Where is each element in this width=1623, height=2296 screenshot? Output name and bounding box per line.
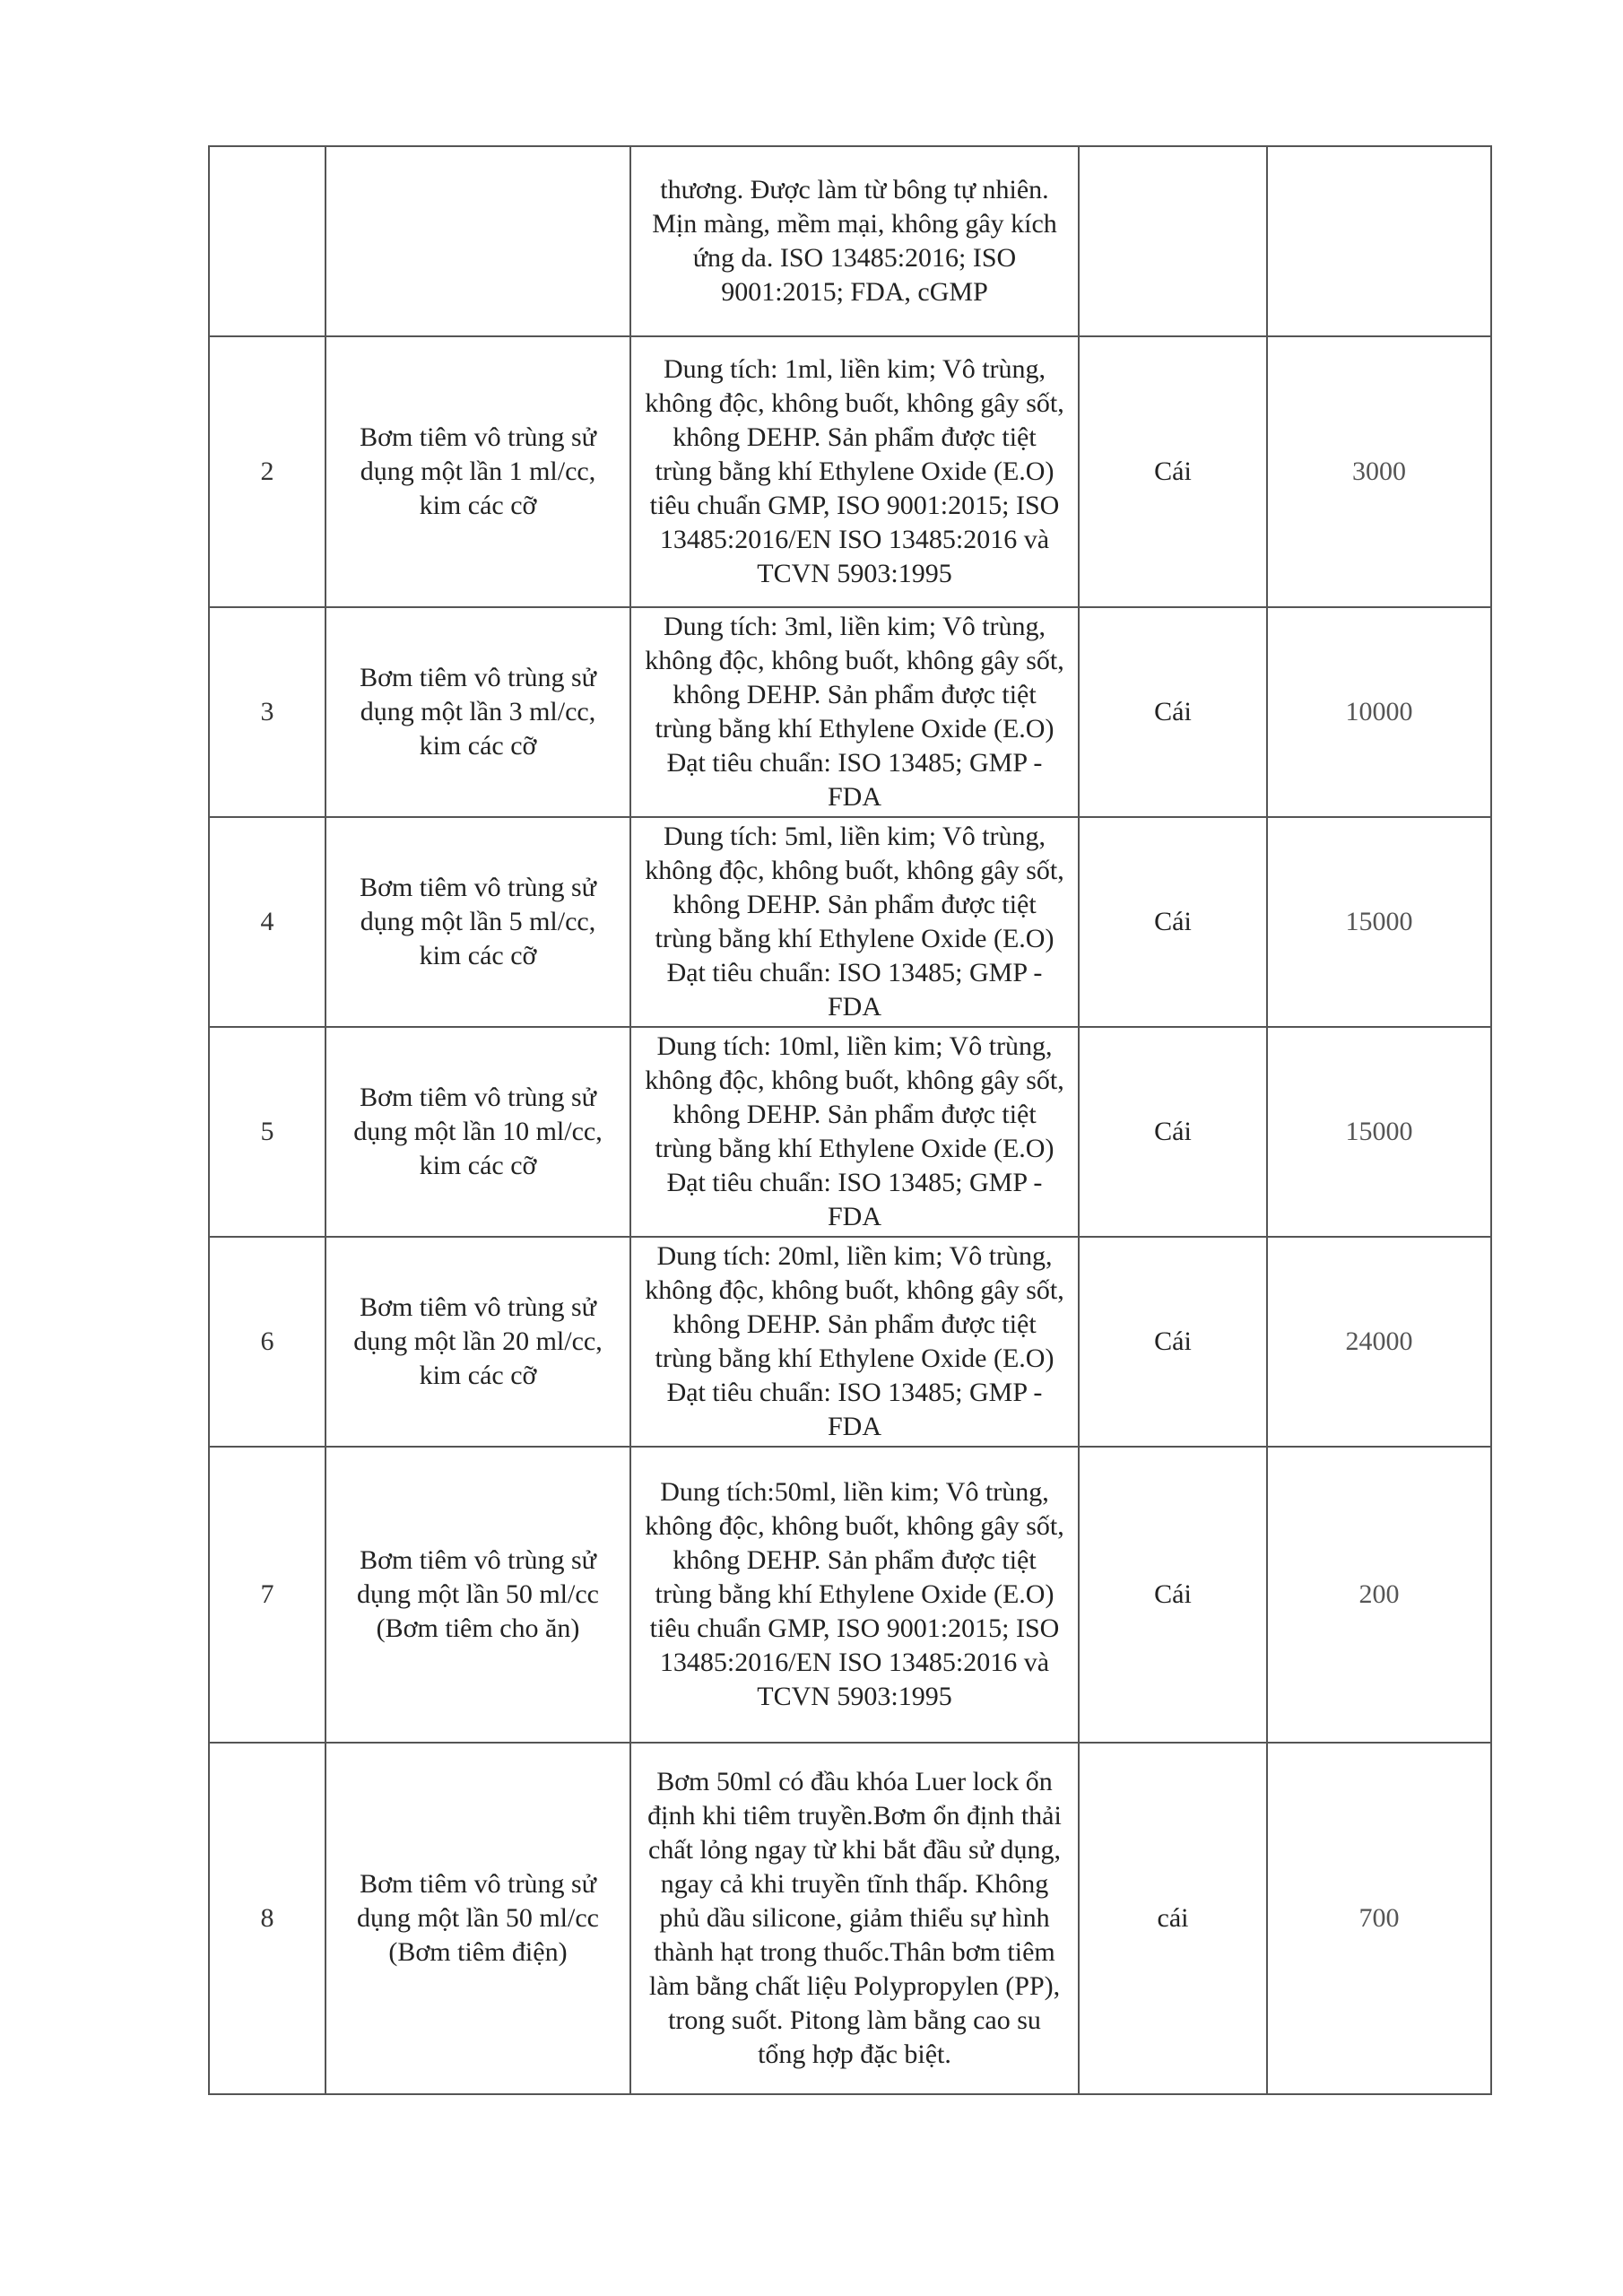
item-spec: Dung tích: 3ml, liền kim; Vô trùng, không độc, không buốt, không gây sốt, không DEHP. Sản phẩm được tiệt trùng bằng khí Ethylene Oxide (E.O) Đạt tiêu chuẩn: ISO 13485; GMP - FDA: [630, 607, 1079, 817]
item-unit: Cái: [1079, 1237, 1267, 1447]
item-quantity: 15000: [1267, 817, 1491, 1027]
table-row: [209, 336, 1491, 607]
item-quantity: 10000: [1267, 607, 1491, 817]
item-spec: thương. Được làm từ bông tự nhiên. Mịn màng, mềm mại, không gây kích ứng da. ISO 13485:2016; ISO 9001:2015; FDA, cGMP: [630, 146, 1079, 336]
item-quantity: 3000: [1267, 336, 1491, 607]
item-quantity: 15000: [1267, 1027, 1491, 1237]
item-unit: Cái: [1079, 1027, 1267, 1237]
table-row: [209, 607, 1491, 817]
item-unit: [1079, 146, 1267, 336]
row-number: [209, 146, 325, 336]
row-number: 5: [209, 1027, 325, 1237]
item-unit: Cái: [1079, 336, 1267, 607]
item-name: Bơm tiêm vô trùng sử dụng một lần 10 ml/cc, kim các cỡ: [325, 1027, 630, 1237]
row-number: 3: [209, 607, 325, 817]
item-spec: Dung tích: 5ml, liền kim; Vô trùng, không độc, không buốt, không gây sốt, không DEHP. Sản phẩm được tiệt trùng bằng khí Ethylene Oxide (E.O) Đạt tiêu chuẩn: ISO 13485; GMP - FDA: [630, 817, 1079, 1027]
item-spec: Bơm 50ml có đầu khóa Luer lock ổn định khi tiêm truyền.Bơm ổn định thải chất lỏng ngay từ khi bắt đầu sử dụng, ngay cả khi truyền tĩnh thấp. Không phủ dầu silicone, giảm thiểu sự hình thành hạt trong thuốc.Thân bơm tiêm làm bằng chất liệu Polypropylen (PP), trong suốt. Pitong làm bằng cao su tổng hợp đặc biệt.: [630, 1743, 1079, 2094]
table-row: [209, 1447, 1491, 1743]
item-unit: Cái: [1079, 607, 1267, 817]
row-number: 6: [209, 1237, 325, 1447]
item-name: Bơm tiêm vô trùng sử dụng một lần 5 ml/cc, kim các cỡ: [325, 817, 630, 1027]
table-row: [209, 1027, 1491, 1237]
table-row: [209, 817, 1491, 1027]
item-name: Bơm tiêm vô trùng sử dụng một lần 50 ml/cc (Bơm tiêm cho ăn): [325, 1447, 630, 1743]
item-quantity: 24000: [1267, 1237, 1491, 1447]
table-row: [209, 1743, 1491, 2094]
item-spec: Dung tích:50ml, liền kim; Vô trùng, không độc, không buốt, không gây sốt, không DEHP. Sản phẩm được tiệt trùng bằng khí Ethylene Oxide (E.O) tiêu chuẩn GMP, ISO 9001:2015; ISO 13485:2016/EN ISO 13485:2016 và TCVN 5903:1995: [630, 1447, 1079, 1743]
item-quantity: 700: [1267, 1743, 1491, 2094]
row-number: 8: [209, 1743, 325, 2094]
item-name: Bơm tiêm vô trùng sử dụng một lần 3 ml/cc, kim các cỡ: [325, 607, 630, 817]
item-quantity: [1267, 146, 1491, 336]
item-name: Bơm tiêm vô trùng sử dụng một lần 20 ml/cc, kim các cỡ: [325, 1237, 630, 1447]
row-number: 4: [209, 817, 325, 1027]
item-unit: cái: [1079, 1743, 1267, 2094]
item-spec: Dung tích: 1ml, liền kim; Vô trùng, không độc, không buốt, không gây sốt, không DEHP. Sản phẩm được tiệt trùng bằng khí Ethylene Oxide (E.O) tiêu chuẩn GMP, ISO 9001:2015; ISO 13485:2016/EN ISO 13485:2016 và TCVN 5903:1995: [630, 336, 1079, 607]
items-table: [208, 145, 1492, 2095]
table-row: [209, 146, 1491, 336]
item-unit: Cái: [1079, 1447, 1267, 1743]
row-number: 7: [209, 1447, 325, 1743]
item-quantity: 200: [1267, 1447, 1491, 1743]
table-row: [209, 1237, 1491, 1447]
row-number: 2: [209, 336, 325, 607]
item-spec: Dung tích: 20ml, liền kim; Vô trùng, không độc, không buốt, không gây sốt, không DEHP. Sản phẩm được tiệt trùng bằng khí Ethylene Oxide (E.O) Đạt tiêu chuẩn: ISO 13485; GMP - FDA: [630, 1237, 1079, 1447]
item-name: [325, 146, 630, 336]
item-name: Bơm tiêm vô trùng sử dụng một lần 50 ml/cc (Bơm tiêm điện): [325, 1743, 630, 2094]
item-name: Bơm tiêm vô trùng sử dụng một lần 1 ml/cc, kim các cỡ: [325, 336, 630, 607]
item-spec: Dung tích: 10ml, liền kim; Vô trùng, không độc, không buốt, không gây sốt, không DEHP. Sản phẩm được tiệt trùng bằng khí Ethylene Oxide (E.O) Đạt tiêu chuẩn: ISO 13485; GMP - FDA: [630, 1027, 1079, 1237]
item-unit: Cái: [1079, 817, 1267, 1027]
